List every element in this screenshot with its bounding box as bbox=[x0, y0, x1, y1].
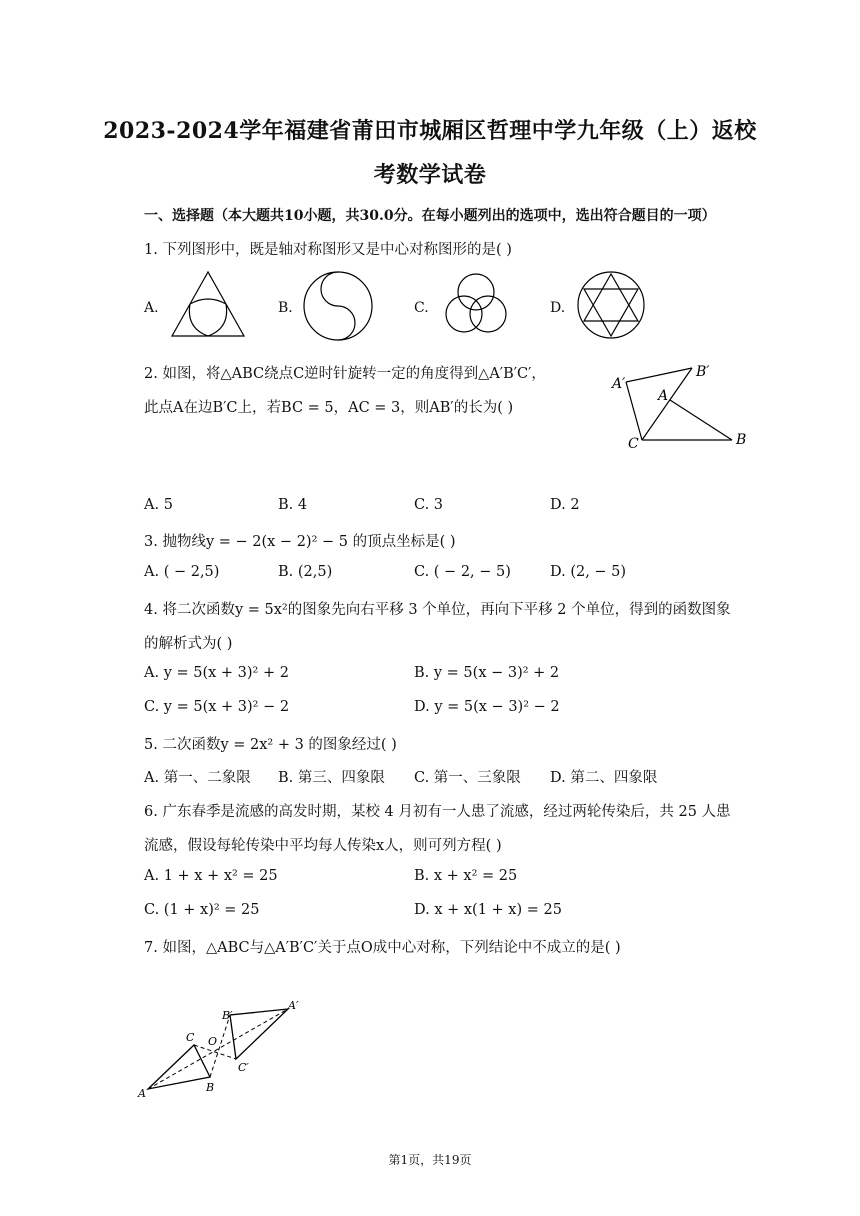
page-title: 2023-2024学年福建省莆田市城厢区哲理中学九年级（上）返校 bbox=[103, 118, 757, 144]
q4-option-b: B. y = 5(x − 3)² + 2 bbox=[414, 665, 560, 681]
q1-label-c: C. bbox=[414, 300, 429, 316]
q4-option-c: C. y = 5(x + 3)² − 2 bbox=[144, 699, 290, 715]
q7-label-o: O bbox=[208, 1035, 218, 1048]
question-6-line2: 流感，假设每轮传染中平均每人传染x人，则可列方程( ) bbox=[144, 838, 502, 854]
question-1-stem: 1. 下列图形中，既是轴对称图形又是中心对称图形的是( ) bbox=[144, 242, 512, 258]
q1-figure-d bbox=[576, 270, 646, 340]
question-3-stem: 3. 抛物线y = − 2(x − 2)² − 5 的顶点坐标是( ) bbox=[144, 534, 456, 550]
q7-label-c-prime: C′ bbox=[238, 1061, 249, 1074]
section-heading: 一、选择题（本大题共10小题，共30.0分。在每小题列出的选项中，选出符合题目的一项） bbox=[144, 208, 716, 224]
q2-label-b: B bbox=[736, 432, 747, 448]
q1-figure-a bbox=[168, 270, 248, 340]
q6-option-a: A. 1 + x + x² = 25 bbox=[144, 868, 278, 884]
page-title-line2: 考数学试卷 bbox=[373, 162, 487, 188]
q1-label-a: A. bbox=[144, 300, 159, 316]
q7-label-c: C bbox=[186, 1031, 195, 1044]
q2-option-c: C. 3 bbox=[414, 497, 444, 513]
q2-label-b-prime: B′ bbox=[696, 364, 710, 380]
q7-label-b: B bbox=[206, 1081, 215, 1094]
question-4-line1: 4. 将二次函数y = 5x²的图象先向右平移 3 个单位，再向下平移 2 个单位，得到的函数图象 bbox=[144, 602, 731, 618]
question-5-stem: 5. 二次函数y = 2x² + 3 的图象经过( ) bbox=[144, 737, 397, 753]
question-2-line1: 2. 如图，将△ABC绕点C逆时针旋转一定的角度得到△A′B′C′， bbox=[144, 366, 546, 382]
q6-option-b: B. x + x² = 25 bbox=[414, 868, 518, 884]
q7-label-a-prime: A′ bbox=[288, 999, 299, 1012]
q3-option-b: B. (2,5) bbox=[278, 564, 333, 580]
q1-figure-c bbox=[440, 272, 512, 340]
q2-option-a: A. 5 bbox=[144, 497, 173, 513]
q4-option-d: D. y = 5(x − 3)² − 2 bbox=[414, 699, 560, 715]
q2-option-d: D. 2 bbox=[550, 497, 580, 513]
q1-label-d: D. bbox=[550, 300, 566, 316]
q2-figure bbox=[600, 360, 760, 455]
q3-option-c: C. ( − 2, − 5) bbox=[414, 564, 511, 580]
q1-figure-b bbox=[302, 270, 374, 342]
q1-label-b: B. bbox=[278, 300, 293, 316]
q3-option-d: D. (2, − 5) bbox=[550, 564, 627, 580]
q2-label-c: C bbox=[628, 436, 639, 452]
question-4-line2: 的解析式为( ) bbox=[144, 636, 233, 652]
q6-option-c: C. (1 + x)² = 25 bbox=[144, 902, 260, 918]
q4-option-a: A. y = 5(x + 3)² + 2 bbox=[144, 665, 289, 681]
question-2-line2: 此点A在边B′C上，若BC = 5，AC = 3，则AB′的长为( ) bbox=[144, 400, 514, 416]
q7-label-b-prime: B′ bbox=[222, 1009, 233, 1022]
q2-label-a-prime: A′ bbox=[612, 376, 626, 392]
q7-label-a: A bbox=[138, 1087, 146, 1100]
q2-label-a: A bbox=[658, 388, 669, 404]
q5-option-d: D. 第二、四象限 bbox=[550, 770, 658, 786]
q7-figure bbox=[136, 995, 316, 1105]
question-7-stem: 7. 如图，△ABC与△A′B′C′关于点O成中心对称，下列结论中不成立的是( ) bbox=[144, 940, 621, 956]
q5-option-b: B. 第三、四象限 bbox=[278, 770, 385, 786]
q2-option-b: B. 4 bbox=[278, 497, 308, 513]
page-footer: 第1页，共19页 bbox=[388, 1153, 472, 1167]
q3-option-a: A. ( − 2,5) bbox=[144, 564, 220, 580]
q5-option-a: A. 第一、二象限 bbox=[144, 770, 251, 786]
q6-option-d: D. x + x(1 + x) = 25 bbox=[414, 902, 562, 918]
question-6-line1: 6. 广东春季是流感的高发时期，某校 4 月初有一人患了流感，经过两轮传染后，共 25 人患 bbox=[144, 804, 731, 820]
q5-option-c: C. 第一、三象限 bbox=[414, 770, 521, 786]
